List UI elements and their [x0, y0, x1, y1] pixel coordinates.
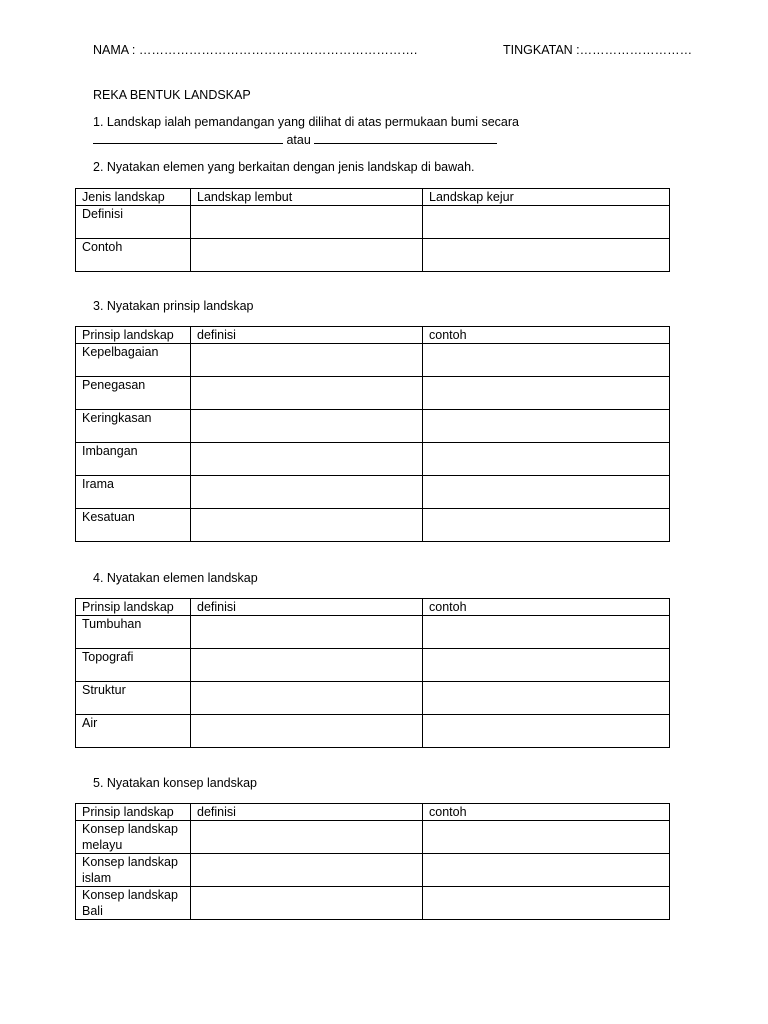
answer-cell[interactable] [423, 344, 670, 377]
row-label-line-1: Konsep landskap [82, 888, 178, 902]
answer-cell[interactable] [423, 377, 670, 410]
header-cell: contoh [423, 804, 670, 821]
answer-cell[interactable] [191, 206, 423, 239]
header-cell: definisi [191, 804, 423, 821]
question-2-text: 2. Nyatakan elemen yang berkaitan dengan jenis landskap di bawah. [93, 160, 475, 174]
header-cell: Jenis landskap [76, 189, 191, 206]
answer-cell[interactable] [423, 821, 670, 854]
row-label-line-1: Konsep landskap [82, 855, 178, 869]
table-row [76, 854, 670, 887]
answer-cell[interactable] [191, 854, 423, 887]
table-header-row [76, 189, 670, 206]
row-label [76, 821, 191, 854]
table-row [76, 344, 670, 377]
header-cell: definisi [191, 599, 423, 616]
landscape-principle-table [75, 326, 670, 542]
table-row [76, 410, 670, 443]
header-cell: definisi [191, 327, 423, 344]
answer-cell[interactable] [423, 649, 670, 682]
table-row [76, 206, 670, 239]
landscape-concept-table [75, 803, 670, 920]
answer-blank-2 [314, 132, 497, 144]
answer-cell[interactable] [423, 443, 670, 476]
tingkatan-blank: ……………………… [579, 43, 693, 57]
question-1-text: 1. Landskap ialah pemandangan yang dilihat di atas permukaan bumi secara [93, 115, 519, 129]
table-row [76, 509, 670, 542]
worksheet-title: REKA BENTUK LANDSKAP [93, 88, 251, 102]
question-5-text: 5. Nyatakan konsep landskap [93, 776, 257, 790]
table-row [76, 476, 670, 509]
answer-cell[interactable] [423, 715, 670, 748]
table-row [76, 682, 670, 715]
header-cell: Landskap kejur [423, 189, 670, 206]
table-row [76, 649, 670, 682]
question-1-blanks [93, 132, 497, 147]
row-label: Definisi [76, 206, 191, 239]
row-label: Imbangan [76, 443, 191, 476]
landscape-type-table [75, 188, 670, 272]
table-row [76, 239, 670, 272]
answer-cell[interactable] [191, 377, 423, 410]
row-label [76, 887, 191, 920]
answer-cell[interactable] [191, 344, 423, 377]
answer-cell[interactable] [423, 206, 670, 239]
header-cell: Prinsip landskap [76, 327, 191, 344]
row-label: Kesatuan [76, 509, 191, 542]
answer-cell[interactable] [191, 616, 423, 649]
row-label: Irama [76, 476, 191, 509]
answer-cell[interactable] [191, 509, 423, 542]
answer-cell[interactable] [191, 410, 423, 443]
question-4-text: 4. Nyatakan elemen landskap [93, 571, 258, 585]
answer-cell[interactable] [423, 616, 670, 649]
nama-blank: …………………………………………………………. [138, 43, 418, 57]
question-3-text: 3. Nyatakan prinsip landskap [93, 299, 254, 313]
row-label-line-2: melayu [82, 838, 123, 852]
table-row [76, 616, 670, 649]
answer-cell[interactable] [423, 410, 670, 443]
answer-cell[interactable] [191, 887, 423, 920]
row-label-line-1: Konsep landskap [82, 822, 178, 836]
answer-cell[interactable] [423, 887, 670, 920]
table-header-row [76, 804, 670, 821]
answer-cell[interactable] [423, 239, 670, 272]
header-cell: Prinsip landskap [76, 804, 191, 821]
row-label: Air [76, 715, 191, 748]
header-cell: contoh [423, 327, 670, 344]
answer-cell[interactable] [191, 239, 423, 272]
answer-cell[interactable] [191, 715, 423, 748]
answer-cell[interactable] [423, 854, 670, 887]
row-label: Topografi [76, 649, 191, 682]
row-label: Contoh [76, 239, 191, 272]
row-label: Kepelbagaian [76, 344, 191, 377]
answer-cell[interactable] [191, 649, 423, 682]
landscape-element-table [75, 598, 670, 748]
answer-cell[interactable] [423, 476, 670, 509]
row-label: Penegasan [76, 377, 191, 410]
answer-cell[interactable] [191, 682, 423, 715]
table-row [76, 887, 670, 920]
answer-blank-1 [93, 132, 283, 144]
header-cell: contoh [423, 599, 670, 616]
table-row [76, 821, 670, 854]
nama-field [93, 43, 417, 57]
tingkatan-field [503, 43, 692, 57]
atau-label: atau [286, 133, 311, 147]
table-row [76, 377, 670, 410]
header-cell: Landskap lembut [191, 189, 423, 206]
answer-cell[interactable] [423, 682, 670, 715]
answer-cell[interactable] [191, 476, 423, 509]
row-label: Struktur [76, 682, 191, 715]
row-label-line-2: Bali [82, 904, 103, 918]
row-label-line-2: islam [82, 871, 112, 885]
row-label: Keringkasan [76, 410, 191, 443]
nama-label: NAMA : [93, 43, 136, 57]
table-header-row [76, 599, 670, 616]
answer-cell[interactable] [191, 821, 423, 854]
table-row [76, 443, 670, 476]
row-label: Tumbuhan [76, 616, 191, 649]
tingkatan-label: TINGKATAN : [503, 43, 580, 57]
header-cell: Prinsip landskap [76, 599, 191, 616]
table-row [76, 715, 670, 748]
answer-cell[interactable] [423, 509, 670, 542]
answer-cell[interactable] [191, 443, 423, 476]
row-label [76, 854, 191, 887]
table-header-row [76, 327, 670, 344]
